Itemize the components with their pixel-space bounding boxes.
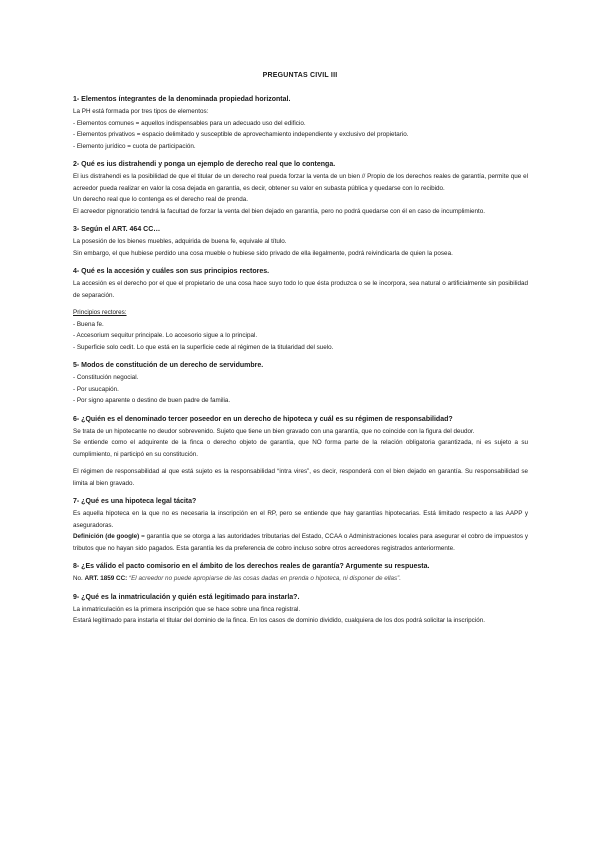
question-3 bbox=[73, 224, 528, 259]
list-item: - Constitución negocial. bbox=[73, 374, 139, 381]
paragraph: Estará legitimado para instarla el titular del dominio de la finca. En los casos de dominio dividido, cualquiera de los dos podrá solicitar la inscripción. bbox=[73, 617, 485, 624]
list-item: - Superficie solo cedit. Lo que está en la superficie cede al régimen de la titularidad del suelo. bbox=[73, 343, 334, 351]
paragraph: Sin embargo, el que hubiese perdido una cosa mueble o hubiese sido privado de ella ilegalmente, podrá reivindicarla de quien la posea. bbox=[73, 249, 453, 257]
question-9-heading: 9- ¿Qué es la inmatriculación y quién está legitimado para instarla?. bbox=[73, 593, 300, 601]
question-4-heading: 4- Qué es la accesión y cuáles son sus principios rectores. bbox=[73, 268, 270, 275]
article-reference: ART. 1859 CC: bbox=[84, 575, 128, 582]
list-item: - Elementos privativos = espacio delimitado y susceptible de aprovechamiento independiente y exclusivo del propietario. bbox=[73, 131, 409, 138]
subheading-principios: Principios rectores: bbox=[73, 309, 127, 316]
paragraph: El ius distrahendi es la posibilidad de que el titular de un derecho real pueda forzar la venta de un bien // Propio de los derechos reales de garantía, permite que el acreedor pueda realizar en valor la cosa dejada en garantía, es decir, obtener su valor en subasta pública y quedarse con lo recibido. bbox=[73, 173, 528, 192]
article-quote: “El acreedor no puede apropiarse de las cosas dadas en prenda o hipoteca, ni disponer de ellas”. bbox=[127, 575, 402, 582]
document-title: PREGUNTAS CIVIL III bbox=[262, 72, 338, 79]
question-1-heading: 1- Elementos íntegrantes de la denominada propiedad horizontal. bbox=[73, 96, 291, 103]
question-4 bbox=[73, 266, 528, 353]
paragraph-definition bbox=[73, 531, 528, 554]
paragraph: Se entiende como el adquirente de la finca o derecho objeto de garantía, que NO forma parte de la relación obligatoria garantizada, ni es sujeto a su cumplimiento, ni participó en su constitución. bbox=[73, 439, 528, 458]
document-body bbox=[73, 94, 528, 634]
paragraph-answer bbox=[73, 573, 528, 585]
paragraph: Un derecho real que lo contenga es el derecho real de prenda. bbox=[73, 196, 249, 203]
question-8 bbox=[73, 561, 528, 585]
list-item: - Elemento jurídico = cuota de participación. bbox=[73, 142, 196, 150]
question-2 bbox=[73, 159, 528, 217]
question-1 bbox=[73, 94, 528, 152]
definition-text: = garantía que se otorga a las autoridades tributarias del Estado, CCAA o Administraciones locales para asegurar el cobro de impuestos y tributos que no hayan sido pagados. Esta garantía les da preferencia de cobro incluso sobre otros acreedores registrados anteriormente. bbox=[73, 533, 528, 552]
paragraph: El acreedor pignoraticio tendrá la facultad de forzar la venta del bien dejado en garantía, pero no podrá quedarse con él en caso de incumplimiento. bbox=[73, 207, 486, 215]
paragraph: La accesión es el derecho por el que el propietario de una cosa hace suyo todo lo que ésta produzca o se le incorpora, sea natural o artificialmente sin posibilidad de separación. bbox=[73, 280, 528, 299]
question-6 bbox=[73, 414, 528, 490]
paragraph: La posesión de los bienes muebles, adquirida de buena fe, equivale al título. bbox=[73, 238, 287, 245]
paragraph: La inmatriculación es la primera inscripción que se hace sobre una finca registral. bbox=[73, 605, 301, 613]
definition-label: Definición (de google) bbox=[73, 533, 140, 540]
paragraph: El régimen de responsabilidad al que está sujeto es la responsabilidad “intra vires”, es decir, responderá con el bien dejado en garantía. Su responsabilidad se limita al bien gravado. bbox=[73, 468, 528, 487]
paragraph: La PH está formada por tres tipos de elementos: bbox=[73, 108, 209, 115]
question-7 bbox=[73, 496, 528, 554]
paragraph: Es aquella hipoteca en la que no es necesaria la inscripción en el RP, pero se entiende que hay garantías hipotecarias. Está limitado respecto a las AAPP y aseguradoras. bbox=[73, 510, 528, 529]
question-8-heading: 8- ¿Es válido el pacto comisorio en el ámbito de los derechos reales de garantía? Argumente su respuesta. bbox=[73, 563, 430, 570]
question-5 bbox=[73, 360, 528, 407]
list-item: - Buena fe. bbox=[73, 320, 104, 328]
list-item: - Por signo aparente o destino de buen padre de familia. bbox=[73, 397, 231, 404]
question-6-heading: 6- ¿Quién es el denominado tercer poseedor en un derecho de hipoteca y cuál es su régimen de responsabilidad? bbox=[73, 415, 453, 423]
list-item: - Accesorium sequitur principale. Lo accesorio sigue a lo principal. bbox=[73, 332, 258, 339]
question-2-heading: 2- Qué es ius distrahendi y ponga un ejemplo de derecho real que lo contenga. bbox=[73, 161, 336, 168]
question-3-heading: 3- Según el ART. 464 CC… bbox=[73, 226, 161, 233]
paragraph: Se trata de un hipotecante no deudor sobrevenido. Sujeto que tiene un bien gravado con una garantía, que no coincide con la figura del deudor. bbox=[73, 427, 475, 435]
question-9 bbox=[73, 592, 528, 627]
question-5-heading: 5- Modos de constitución de un derecho de servidumbre. bbox=[73, 362, 264, 369]
question-7-heading: 7- ¿Qué es una hipoteca legal tácita? bbox=[73, 498, 197, 505]
list-item: - Elementos comunes = aquellos indispensables para un adecuado uso del edificio. bbox=[73, 119, 306, 127]
list-item: - Por usucapión. bbox=[73, 385, 119, 393]
answer-no: No. bbox=[73, 575, 85, 582]
